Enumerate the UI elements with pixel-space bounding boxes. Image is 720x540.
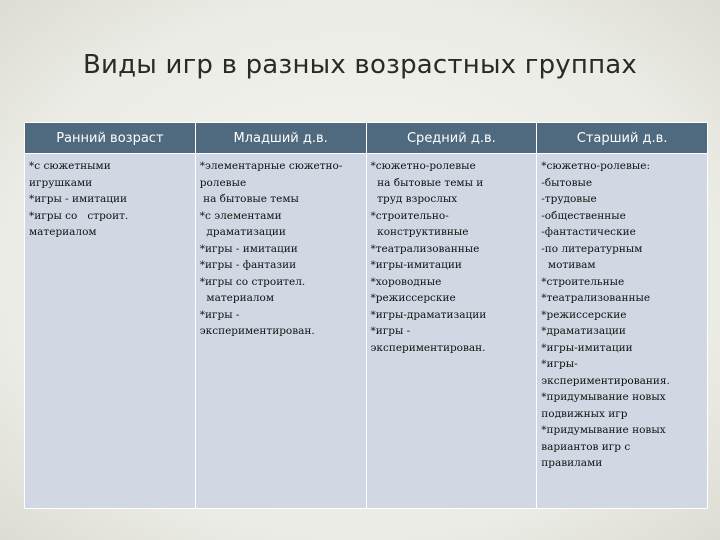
cell-line: *игры-драматизации [370, 308, 487, 321]
cell-line: *театрализованные [541, 292, 651, 304]
cell-line: *игры со строит. [29, 209, 129, 222]
cell-line: на бытовые темы [199, 193, 299, 205]
header-middle-preschool: Средний д.в. [366, 123, 537, 154]
cell-line: материалом [29, 226, 97, 238]
cell-line: *сюжетно-ролевые: [541, 160, 651, 172]
cell-line: -трудовые [541, 193, 597, 205]
cell-line: *придумывание новых [541, 391, 666, 403]
cell-line: игрушками [29, 176, 93, 189]
cell-line: правилами [541, 457, 603, 469]
header-junior-preschool: Младший д.в. [195, 123, 366, 154]
cell-line: *хороводные [370, 275, 442, 288]
cell-line: *игры - имитации [199, 242, 298, 255]
cell-line: ролевые [199, 176, 247, 189]
cell-line: *игры-имитации [541, 341, 633, 354]
cell-junior-preschool [195, 154, 366, 509]
cell-line: *сюжетно-ролевые [370, 160, 476, 172]
cell-line: *игры - [370, 325, 411, 337]
cell-line: экспериментирования. [541, 374, 670, 387]
cell-line: -бытовые [541, 176, 593, 189]
cell-line: *драматизации [541, 325, 626, 337]
cell-line: материалом [199, 292, 275, 304]
table-row [25, 154, 708, 509]
cell-line: *театрализованные [370, 242, 480, 255]
cell-line: *строительно- [370, 209, 449, 222]
cell-line: *игры- [541, 358, 578, 370]
table-header-row [25, 123, 708, 154]
cell-middle-preschool [366, 154, 537, 509]
slide-title: Виды игр в разных возрастных группах [82, 50, 638, 80]
cell-line: *режиссерские [370, 292, 456, 304]
cell-line: *элементарные сюжетно- [199, 160, 343, 172]
game-types-table [24, 122, 708, 509]
cell-line: *игры - [199, 308, 240, 321]
cell-line: *игры - имитации [29, 193, 128, 205]
header-senior-preschool: Старший д.в. [537, 123, 708, 154]
cell-line: *с сюжетными [29, 160, 111, 172]
cell-line: *строительные [541, 275, 625, 288]
header-early-age: Ранний возраст [25, 123, 196, 154]
cell-line: *с элементами [199, 209, 282, 222]
cell-line: подвижных игр [541, 407, 628, 420]
cell-line: -по литературным [541, 242, 643, 255]
cell-line: -фантастические [541, 226, 636, 238]
cell-early-age [25, 154, 196, 509]
cell-line: *игры - фантазии [199, 259, 297, 271]
cell-line: труд взрослых [370, 193, 458, 205]
cell-line: конструктивные [370, 226, 469, 238]
cell-line: *режиссерские [541, 308, 627, 321]
cell-line: *придумывание новых [541, 424, 666, 436]
cell-senior-preschool [537, 154, 708, 509]
cell-line: драматизации [199, 226, 286, 238]
cell-line: экспериментирован. [370, 341, 486, 354]
cell-line: *игры-имитации [370, 259, 462, 271]
cell-line: вариантов игр с [541, 440, 631, 453]
cell-line: на бытовые темы и [370, 176, 484, 189]
cell-line: -общественные [541, 209, 626, 222]
cell-line: экспериментирован. [199, 325, 315, 337]
cell-line: *игры со строител. [199, 275, 306, 288]
cell-line: мотивам [541, 259, 596, 271]
